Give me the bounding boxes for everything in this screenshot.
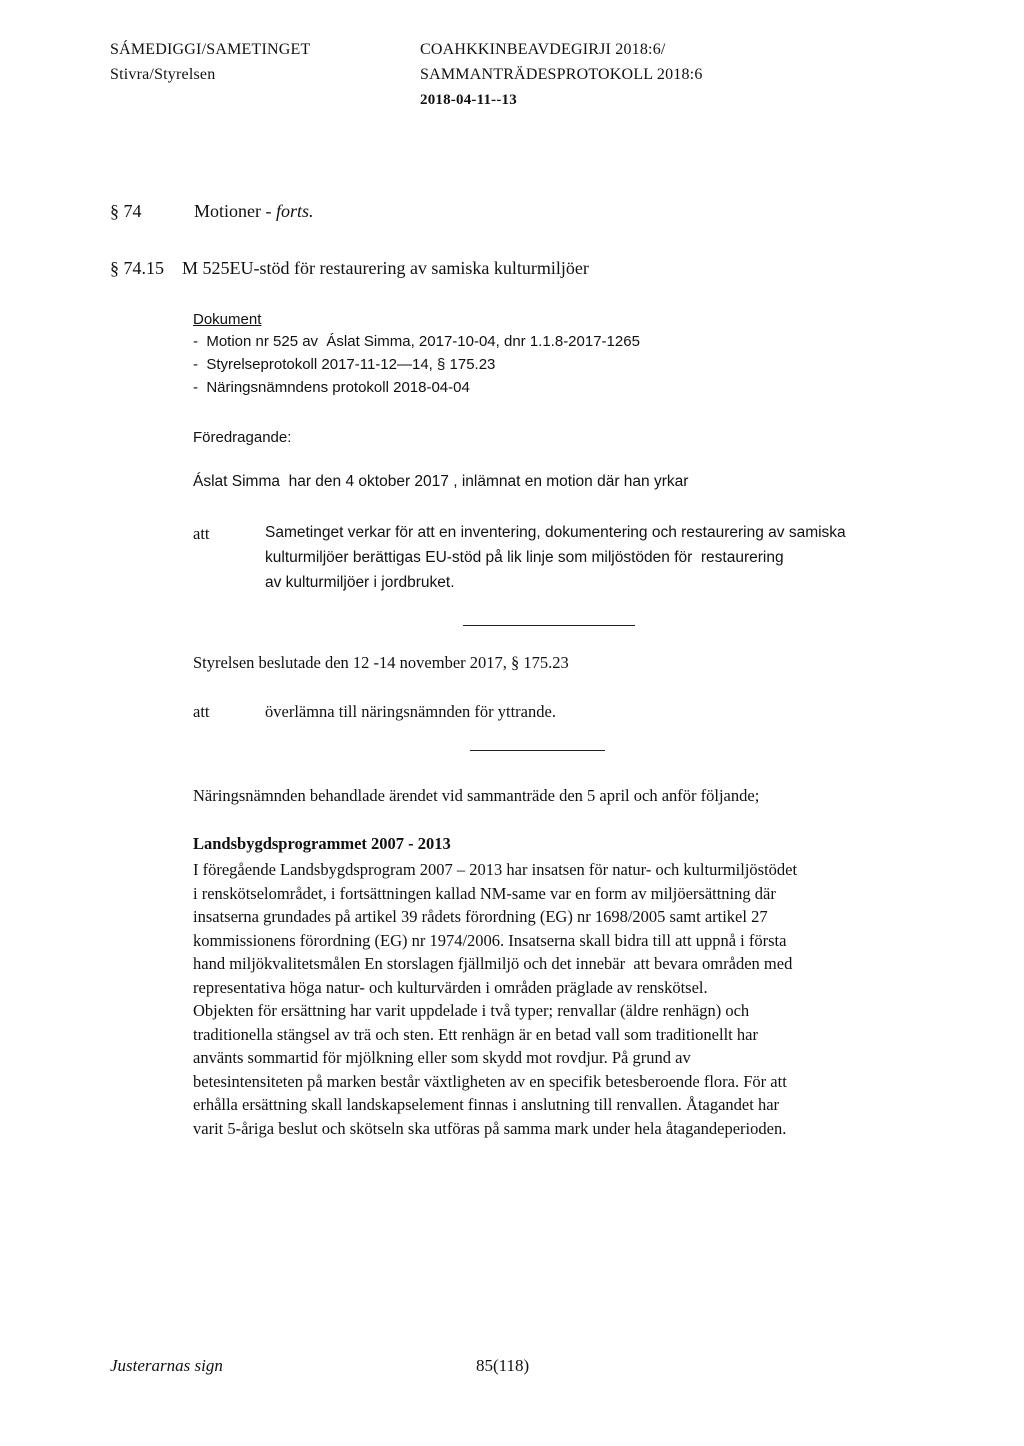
paragraph-line: I föregående Landsbygdsprogram 2007 – 2013 har insatsen för natur- och kulturmiljöstödet <box>193 860 798 879</box>
paragraph-line: använts sommartid för mjölkning eller som skydd mot rovdjur. På grund av <box>193 1048 691 1067</box>
section-title-main: Motioner - <box>194 201 272 221</box>
org-subunit: Stivra/Styrelsen <box>110 66 216 83</box>
org-name: SÁMEDIGGI/SAMETINGET <box>110 41 311 58</box>
paragraph-line: traditionella stängsel av trä och sten. Ett renhägn är en betad vall som traditionellt har <box>193 1024 758 1044</box>
paragraph-line: betesintensiteten på marken består växtligheten av en specifik betesberoende flora. För att <box>193 1071 787 1091</box>
page-number: 85(118) <box>476 1356 530 1375</box>
paragraph-line: insatserna grundades på artikel 39 rådets förordning (EG) nr 1698/2005 samt artikel 27 <box>193 907 768 926</box>
board-att-label: att <box>193 702 210 721</box>
paragraph-line: hand miljökvalitetsmålen En storslagen fjällmiljö och det innebär att bevara områden med <box>193 954 793 973</box>
document-item: - Styrelseprotokoll 2017-11-12—14, § 175.23 <box>193 356 496 373</box>
motion-att-label: att <box>193 524 210 543</box>
separator-line <box>463 625 635 626</box>
board-decision: Styrelsen beslutade den 12 -14 november 2017, § 175.23 <box>193 653 569 672</box>
subsection-title: M 525EU-stöd för restaurering av samiska kulturmiljöer <box>182 258 589 278</box>
motion-intro: Áslat Simma har den 4 oktober 2017 , inlämnat en motion där han yrkar <box>193 473 689 490</box>
paragraph-line: i renskötselområdet, i fortsättningen kallad NM-same var en form av miljöersättning där <box>193 883 776 903</box>
section-number: § 74 <box>110 201 142 221</box>
document-item: - Motion nr 525 av Áslat Simma, 2017-10-04, dnr 1.1.8-2017-1265 <box>193 333 640 350</box>
paragraph-line: varit 5-åriga beslut och skötseln ska utföras på samma mark under hela åtagandeperioden. <box>193 1118 787 1138</box>
board-action: överlämna till näringsnämnden för yttrande. <box>265 702 556 721</box>
signature-label: Justerarnas sign <box>110 1356 223 1375</box>
protocol-title-sami: COAHKKINBEAVDEGIRJI 2018:6/ <box>420 41 666 58</box>
motion-claim-line: av kulturmiljöer i jordbruket. <box>265 574 455 591</box>
paragraph-line: kommissionens förordning (EG) nr 1974/2006. Insatserna skall bidra till att uppnå i första <box>193 930 787 950</box>
separator-line <box>470 750 605 751</box>
document-item: - Näringsnämndens protokoll 2018-04-04 <box>193 379 470 396</box>
motion-claim-line: Sametinget verkar för att en inventering, dokumentering och restaurering av samiska <box>265 524 846 541</box>
committee-intro: Näringsnämnden behandlade ärendet vid sammanträde den 5 april och anför följande; <box>193 786 760 805</box>
paragraph-line: erhålla ersättning skall landskapselement finnas i anslutning till renvallen. Åtagandet har <box>193 1095 780 1114</box>
paragraph-line: Objekten för ersättning har varit uppdelade i två typer; renvallar (äldre renhägn) och <box>193 1001 750 1020</box>
meeting-dates: 2018-04-11--13 <box>420 92 517 108</box>
documents-heading: Dokument <box>193 311 262 328</box>
programme-heading: Landsbygdsprogrammet 2007 - 2013 <box>193 834 451 853</box>
section-title <box>194 201 314 222</box>
protocol-title: SAMMANTRÄDESPROTOKOLL 2018:6 <box>420 66 703 83</box>
motion-claim-line: kulturmiljöer berättigas EU-stöd på lik linje som miljöstöden för restaurering <box>265 549 784 566</box>
programme-paragraph <box>193 858 953 1140</box>
subsection-number: § 74.15 <box>110 258 164 278</box>
presenter-label: Föredragande: <box>193 429 292 446</box>
paragraph-line: representativa höga natur- och kulturvärden i områden präglade av renskötsel. <box>193 977 708 997</box>
section-title-suffix: forts. <box>275 201 314 221</box>
